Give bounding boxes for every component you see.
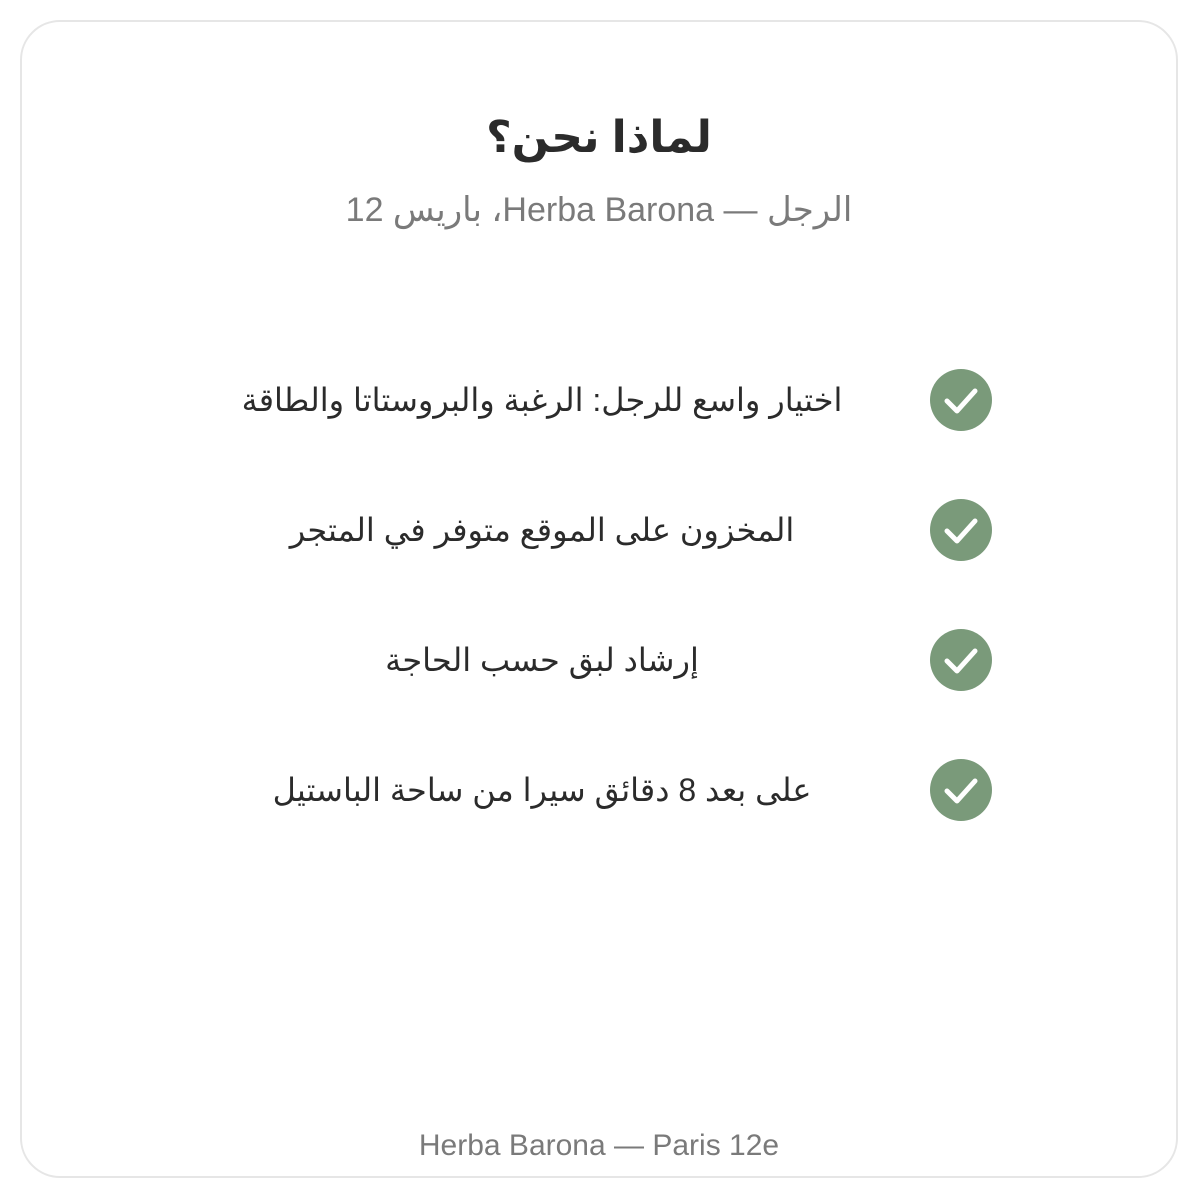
feature-text: على بعد 8 دقائق سيرا من ساحة الباستيل [272, 772, 812, 808]
check-circle-icon [930, 369, 992, 431]
page-title: لماذا نحن؟ [486, 113, 712, 162]
info-card [20, 20, 1178, 1178]
feature-text: اختيار واسع للرجل: الرغبة والبروستاتا والطاقة [241, 382, 843, 418]
feature-item [22, 368, 1176, 498]
feature-list [22, 368, 1176, 888]
check-circle-icon [930, 629, 992, 691]
feature-text: المخزون على الموقع متوفر في المتجر [289, 512, 795, 548]
feature-item [22, 758, 1176, 888]
page-subtitle: الرجل — Herba Barona، باريس 12 [345, 191, 853, 229]
check-circle-icon [930, 759, 992, 821]
feature-item [22, 628, 1176, 758]
footer-text: Herba Barona — Paris 12e [418, 1129, 780, 1162]
check-circle-icon [930, 499, 992, 561]
feature-text: إرشاد لبق حسب الحاجة [385, 642, 699, 678]
feature-item [22, 498, 1176, 628]
